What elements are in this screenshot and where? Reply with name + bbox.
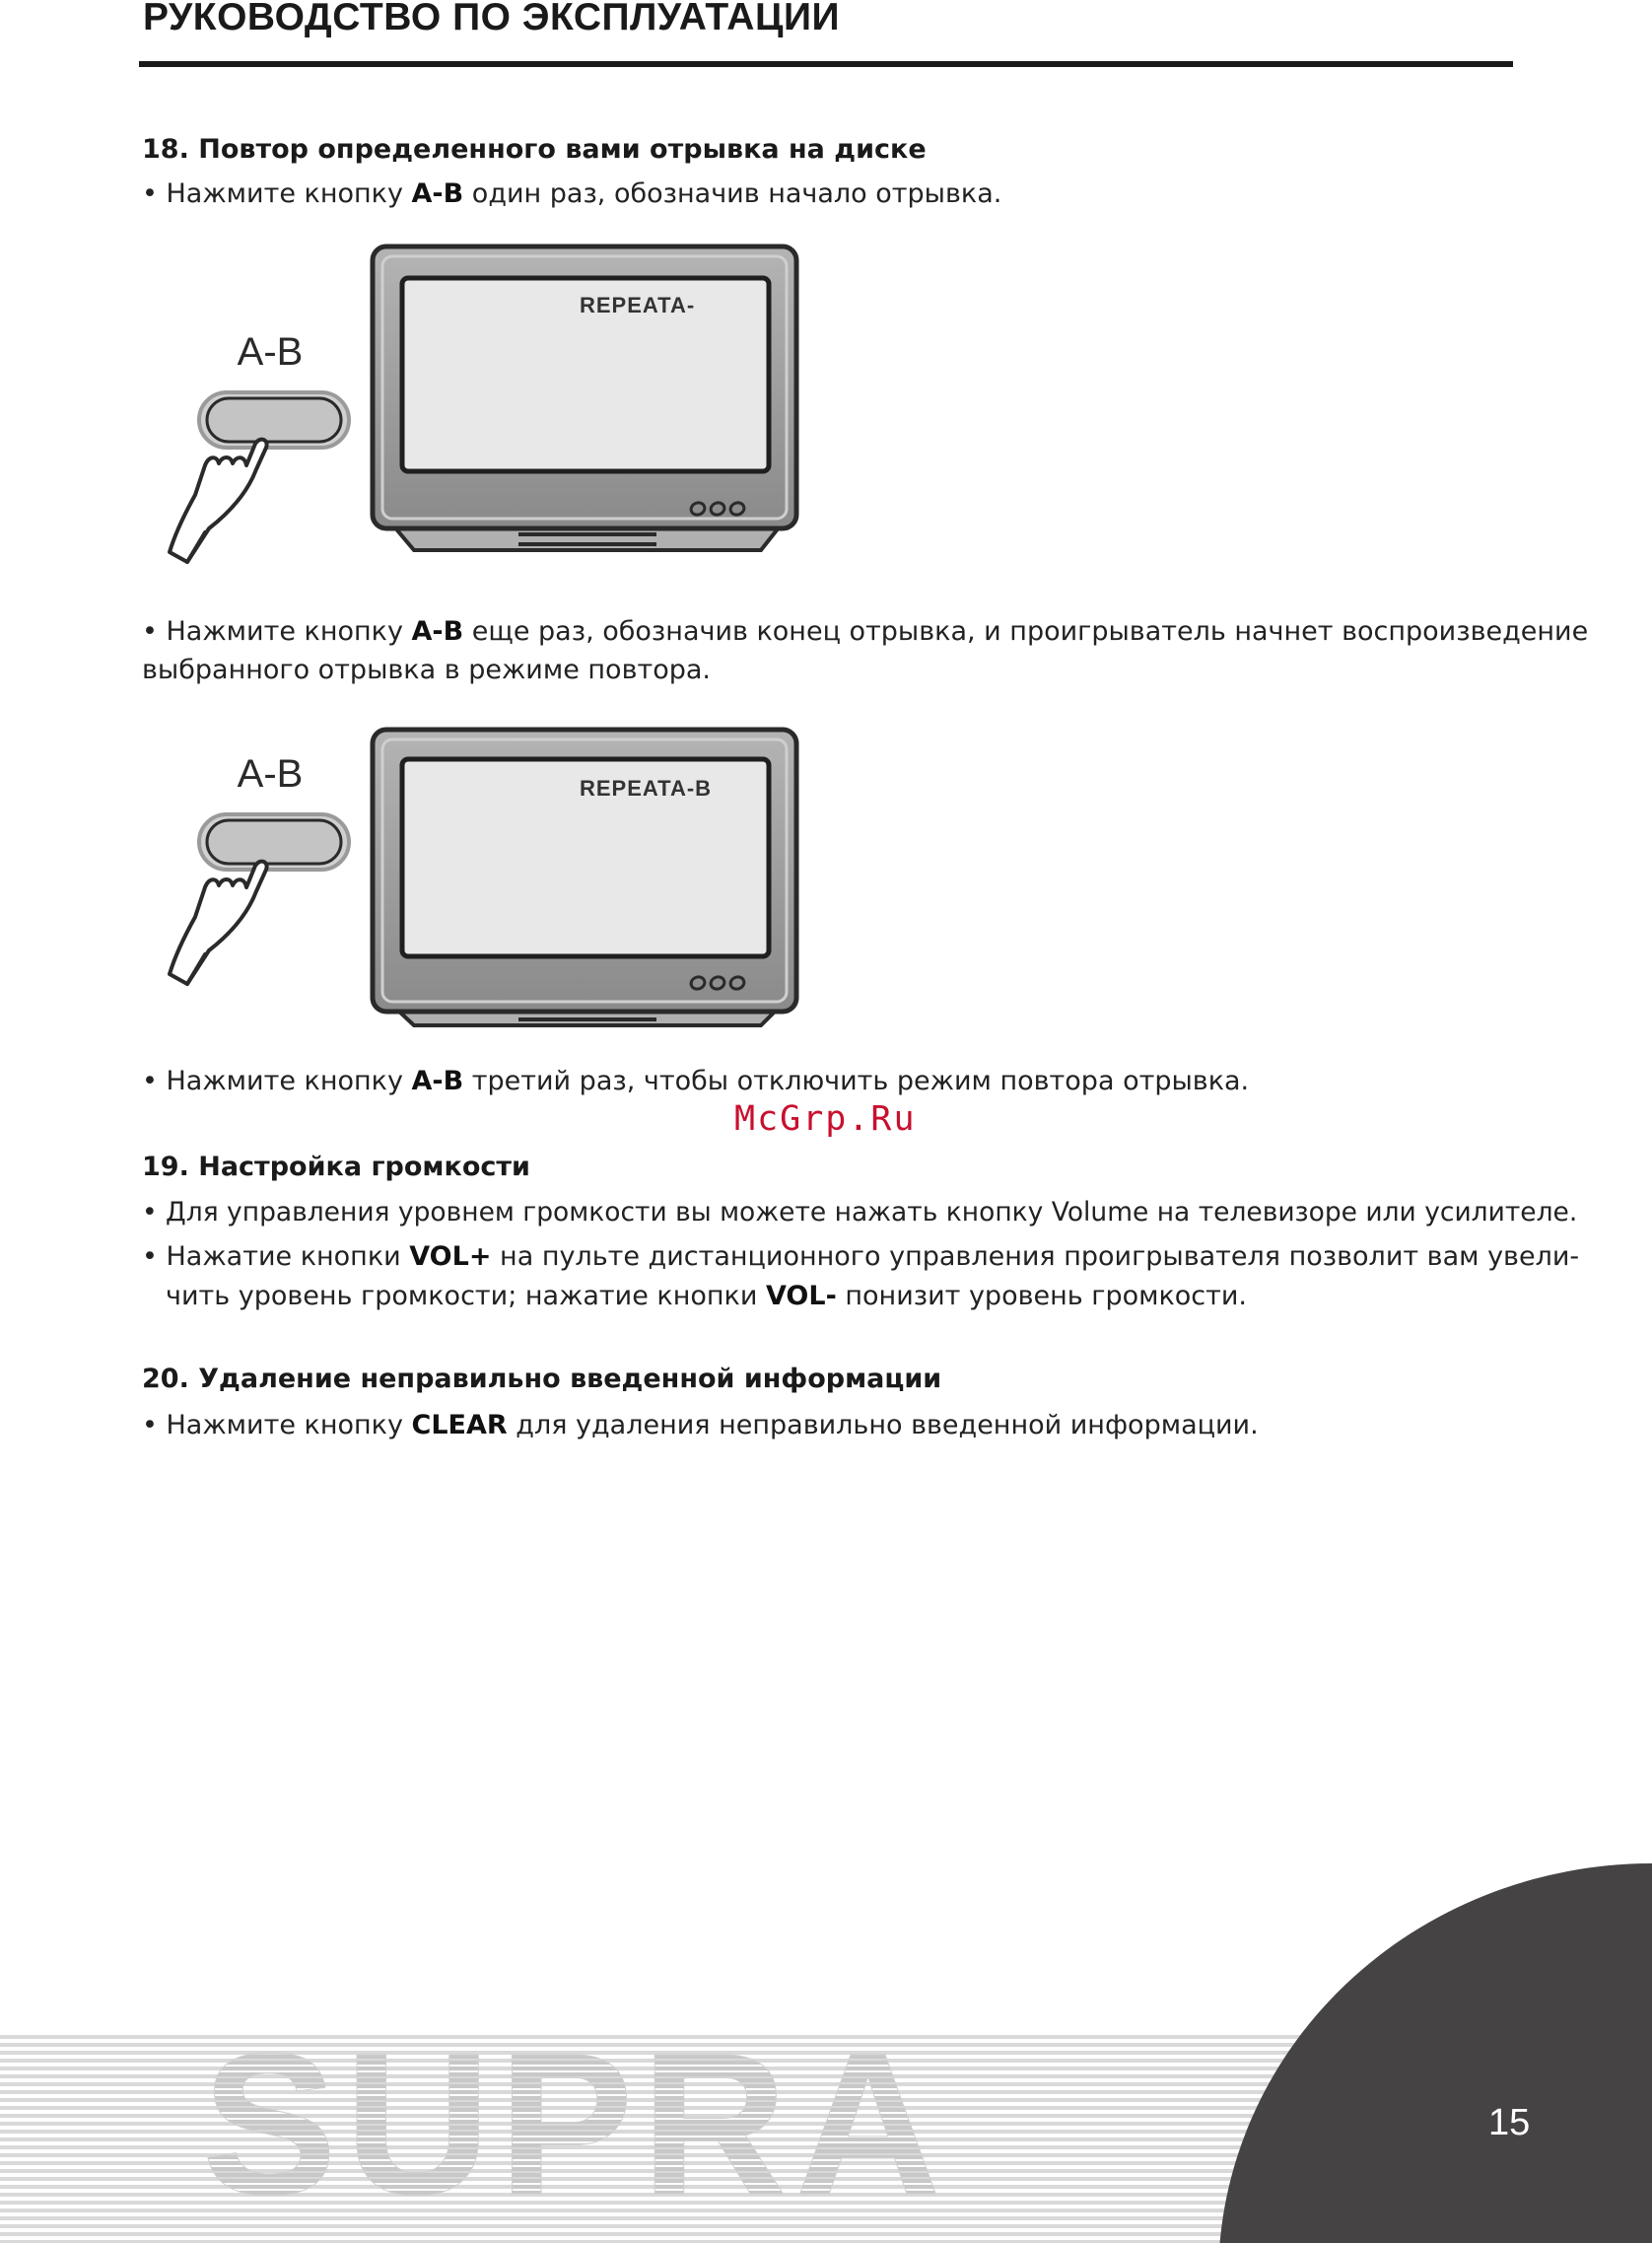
ab-button-icon [199, 814, 349, 870]
step-2-text-pre: • Нажмите кнопку [142, 616, 412, 647]
section-19-heading: 19. Настройка громкости [142, 1152, 530, 1182]
ab-button-icon [199, 392, 349, 448]
page-header-title: РУКОВОДСТВО ПО ЭКСПЛУАТАЦИИ [143, 0, 841, 38]
section-18-step-2 [142, 613, 1588, 651]
section-19-bullet-1: • Для управления уровнем громкости вы можете нажать кнопку Volume на телевизоре или усилителе. [142, 1197, 1578, 1227]
bullet-2-line-2-post: понизит уровень громкости. [836, 1281, 1248, 1311]
section-20-heading: 20. Удаление неправильно введенной информации [142, 1364, 942, 1394]
step-2-text-post: еще раз, обозначив конец отрывка, и проигрыватель начнет воспроизведение [463, 616, 1589, 647]
vol-plus-key: VOL+ [409, 1241, 492, 1272]
step-1-key: A-B [411, 178, 464, 209]
section-18-step-1 [142, 175, 1001, 213]
step-3-text-pre: • Нажмите кнопку [142, 1066, 412, 1096]
section-18-step-3 [142, 1063, 1249, 1100]
section-20-text-pre: • Нажмите кнопку [142, 1410, 412, 1440]
section-20-text-post: для удаления неправильно введенной информации. [507, 1410, 1259, 1440]
bullet-2-text-mid: на пульте дистанционного управления проигрывателя позволит вам увели- [491, 1241, 1580, 1272]
step-1-text-pre: • Нажмите кнопку [142, 178, 412, 209]
step-1-text-post: один раз, обозначив начало отрывка. [463, 178, 1002, 209]
pointing-hand-icon [170, 862, 267, 984]
figure-1-illustration [148, 237, 1035, 572]
brand-logo: SUPRA [202, 2011, 949, 2237]
step-2-key: A-B [411, 616, 464, 647]
section-18-heading: 18. Повтор определенного вами отрывка на диске [142, 134, 927, 165]
header-rule [139, 61, 1513, 67]
step-3-text-post: третий раз, чтобы отключить режим повтора отрывка. [463, 1066, 1250, 1096]
footer-graphic [0, 1854, 1652, 2243]
section-19-bullet-2 [142, 1238, 1579, 1276]
bullet-2-text-pre: • Нажатие кнопки [142, 1241, 410, 1272]
clear-key: CLEAR [411, 1410, 508, 1440]
page-number: 15 [1488, 2102, 1531, 2143]
section-19-bullet-2-line-2 [166, 1278, 1247, 1315]
bullet-2-line-2-pre: чить уровень громкости; нажатие кнопки [166, 1281, 766, 1311]
watermark-text: McGrp.Ru [734, 1099, 917, 1139]
pointing-hand-icon [170, 440, 267, 562]
vol-minus-key: VOL- [765, 1281, 837, 1311]
section-18-step-2-line-2: выбранного отрывка в режиме повтора. [142, 655, 712, 685]
section-20-bullet-1 [142, 1407, 1259, 1444]
step-3-key: A-B [411, 1066, 464, 1096]
figure-2-screen-text: REPEATA-B [580, 776, 713, 801]
figure-1-button-label: A-B [237, 330, 304, 374]
figure-1-screen-text: REPEATA- [580, 293, 696, 317]
figure-2-button-label: A-B [237, 752, 304, 796]
figure-2-illustration [148, 722, 1035, 1057]
tv-icon [373, 730, 796, 1025]
